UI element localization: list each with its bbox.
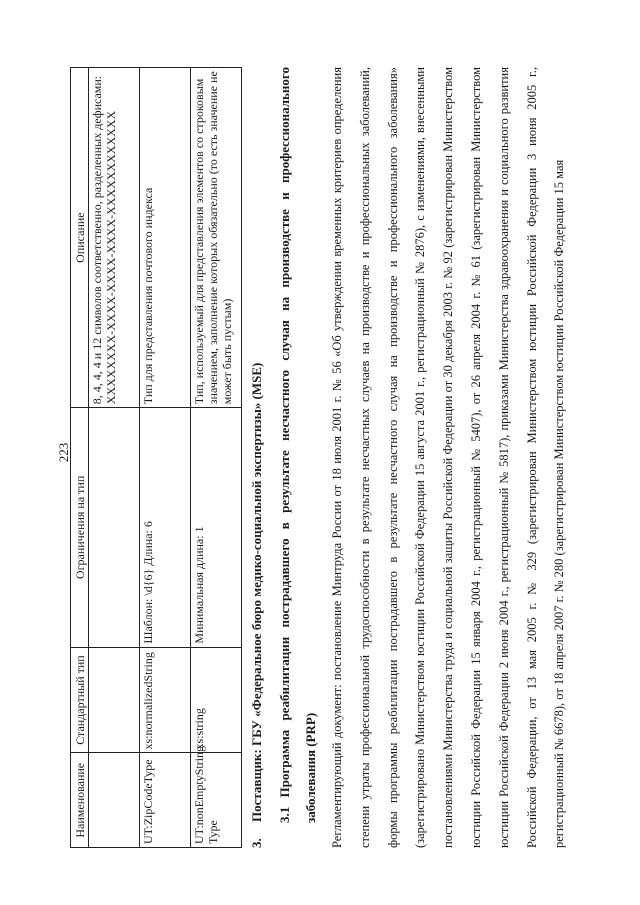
section-3-heading bbox=[249, 363, 265, 848]
cell-description: Тип для представления почтового индекса bbox=[140, 68, 191, 408]
cell-description: Тип, используемый для представления элементов со строковым значением, заполнение которых обязательно (то есть значение не может быть пустым) bbox=[191, 68, 242, 408]
table-row bbox=[191, 68, 242, 848]
body-paragraph: Регламентирующий документ: постановление Минтруда России от 18 июля 2001 г. № 56 «Об утверждении временных критериев определения степени утраты профессиональной трудоспособности в результате несчастных случаев на производстве и профессиональных заболеваний, формы программы реабилитации пострадавшего в результате несчастного случая на производстве и профессионального заболевания» (зарегистрировано Министерством юстиции Российской Федерации 15 августа 2001 г., регистрационный № 2876), с изменениями, внесенными постановлениями Министерства труда и социальной защиты Российской Федерации от 30 декабря 2003 г. № 92 (зарегистрирован Министерством юстиции Российской Федерации 15 января 2004 г., регистрационный № 5407), от 26 апреля 2004 г. № 61 (зарегистрирован Министерством юстиции Российской Федерации 2 июня 2004 г., регистрационный № 5817), приказами Министерства здравоохранения и социального развития Российской Федерации, от 13 мая 2005 г. № 329 (зарегистрирован Министерством юстиции Российской Федерации 3 июня 2005 г., регистрационный № 6678), от 18 апреля 2007 г. № 280 (зарегистрирован Министерством юстиции Российской Федерации 15 мая bbox=[330, 67, 567, 848]
table-header-row bbox=[71, 68, 89, 848]
header-restrictions: Ограничения на тип bbox=[71, 408, 89, 647]
cell-description: 8, 4, 4, 4 и 12 символов соответственно, разделенных дефисами: XXXXXXXX-XXXX-XXXX-XXXX-XXXXXXXXXXXX bbox=[89, 68, 140, 408]
header-name: Наименование bbox=[71, 753, 89, 848]
cell-restrictions: Минимальная длина: 1 bbox=[191, 408, 242, 647]
table-row-continued bbox=[89, 68, 140, 848]
cell-std-type: xs:normalizedString bbox=[140, 647, 191, 753]
cell-name: UT:nonEmptyString Type bbox=[191, 753, 242, 848]
cell-name: UT:ZipCodeType bbox=[140, 753, 191, 848]
table-row bbox=[140, 68, 191, 848]
type-table bbox=[70, 67, 242, 848]
cell-std-type: xs:string bbox=[191, 647, 242, 753]
header-std-type: Стандартный тип bbox=[71, 647, 89, 753]
cell-restrictions bbox=[89, 408, 140, 647]
cell-name bbox=[89, 753, 140, 848]
page-number: 223 bbox=[56, 442, 71, 463]
section-3-1-heading: 3.1 Программа реабилитации пострадавшего в результате несчастного случая на производстве и профессионального заболевания (PRP) bbox=[277, 67, 318, 823]
section-3-number: 3. bbox=[249, 838, 264, 848]
header-description: Описание bbox=[71, 68, 89, 408]
cell-std-type bbox=[89, 647, 140, 753]
section-3-title: Поставщик: ГБУ «Федеральное бюро медико-социальной экспертизы» (MSE) bbox=[249, 362, 264, 822]
cell-restrictions: Шаблон: \d{6} Длина: 6 bbox=[140, 408, 191, 647]
